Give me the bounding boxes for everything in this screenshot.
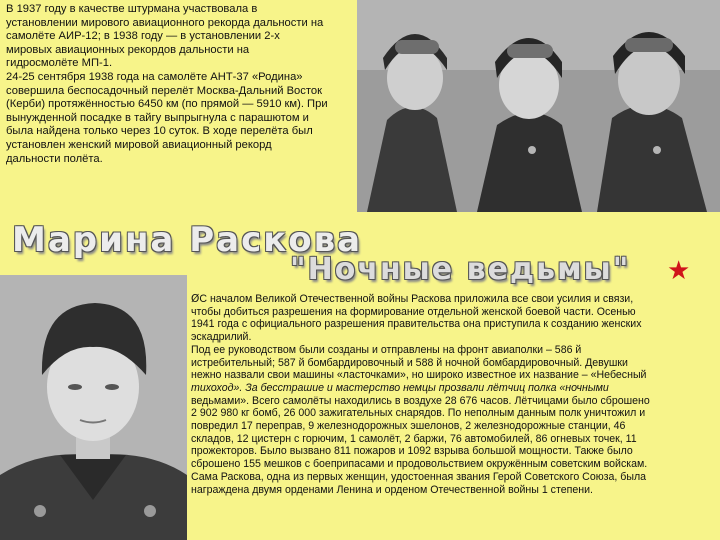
article-line: складов, 12 цистерн с горючим, 1 самолёт, 2 баржи, 76 автомобилей, 86 огневых точек, 11 [191, 432, 637, 445]
bio-line: гидросмолёте МП-1. [6, 57, 113, 70]
article-line: чтобы добиться разрешения на формирование отдельной женской боевой части. Осенью [191, 305, 636, 318]
article-text-block [191, 293, 713, 496]
bio-line: мировых авиационных рекордов дальности на [6, 43, 250, 56]
article-line: сброшено 155 мешков с боеприпасами и продовольствием окружённым советским войскам. [191, 458, 648, 471]
bio-line: совершила беспосадочный перелёт Москва-Дальний Восток [6, 84, 322, 97]
article-line [191, 293, 713, 306]
bio-line: установлен женский мировой авиационный рекорд [6, 138, 272, 151]
bio-line: вынужденной посадке в тайгу выпрыгнула с парашютом и [6, 111, 309, 124]
article-line: ведьмами». Всего самолёты находились в воздухе 28 676 часов. Лётчицами было сброшено [191, 394, 650, 407]
article-line: эскадрилий. [191, 331, 252, 344]
bio-line: установлении мирового авиационного рекорда дальности на [6, 16, 324, 29]
bio-line: самолёте АИР-12; в 1938 году — в установлении 2-х [6, 30, 280, 43]
bio-line: дальности полёта. [6, 152, 103, 165]
bio-line: была найдена только через 10 суток. В ходе перелёта был [6, 125, 313, 138]
bio-line: В 1937 году в качестве штурмана участвовала в [6, 3, 258, 15]
raskova-portrait-drawing [0, 275, 187, 540]
bio-text-block [6, 3, 356, 166]
article-line: Сама Раскова, одна из первых женщин, удостоенная звания Герой Советского Союза, была [191, 470, 647, 483]
aviators-group-photo-drawing [357, 0, 720, 212]
article-line: прожекторов. Было вызвано 811 пожаров и 1092 взрыва большой мощности. Также было [191, 445, 633, 458]
aviators-group-photo [357, 0, 720, 212]
article-line: 1941 года с официального разрешения правительства она приступила к созданию женских [191, 318, 642, 331]
article-line: Под ее руководством были созданы и отправлены на фронт авиаполки – 586 й [191, 343, 582, 356]
title-night-witches: "Ночные ведьмы" [290, 252, 631, 287]
article-line: награждена двумя орденами Ленина и орденом Отечественной войны 1 степени. [191, 483, 593, 496]
raskova-portrait-photo [0, 275, 187, 540]
article-line: нежно назвали свои машины «ласточками», но широко известное их название – «Небесный [191, 369, 647, 382]
article-line: 2 902 980 кг бомб, 26 000 зажигательных снарядов. По неполным данным полк уничтожил и [191, 407, 646, 420]
red-star-icon: ★ [667, 256, 691, 286]
bio-line: (Керби) протяжённостью 6450 км (по прямой — 5910 км). При [6, 98, 328, 111]
article-line: тихоход». За бесстрашие и мастерство немцы прозвали лётчиц полка «ночными [191, 381, 609, 394]
article-line: истребительный; 587 й бомбардировочный и 588 й ночной бомбардировочный. Девушки [191, 356, 628, 369]
bio-line: 24-25 сентября 1938 года на самолёте АНТ-37 «Родина» [6, 70, 303, 83]
bullet-arrow-icon: Ø [191, 293, 200, 305]
article-line-text: С началом Великой Отечественной войны Раскова приложила все свои усилия и связи, [199, 293, 634, 305]
title-name: Марина Раскова [12, 220, 363, 260]
article-line: повредил 17 переправ, 9 железнодорожных эшелонов, 2 железнодорожные станции, 46 [191, 420, 626, 433]
